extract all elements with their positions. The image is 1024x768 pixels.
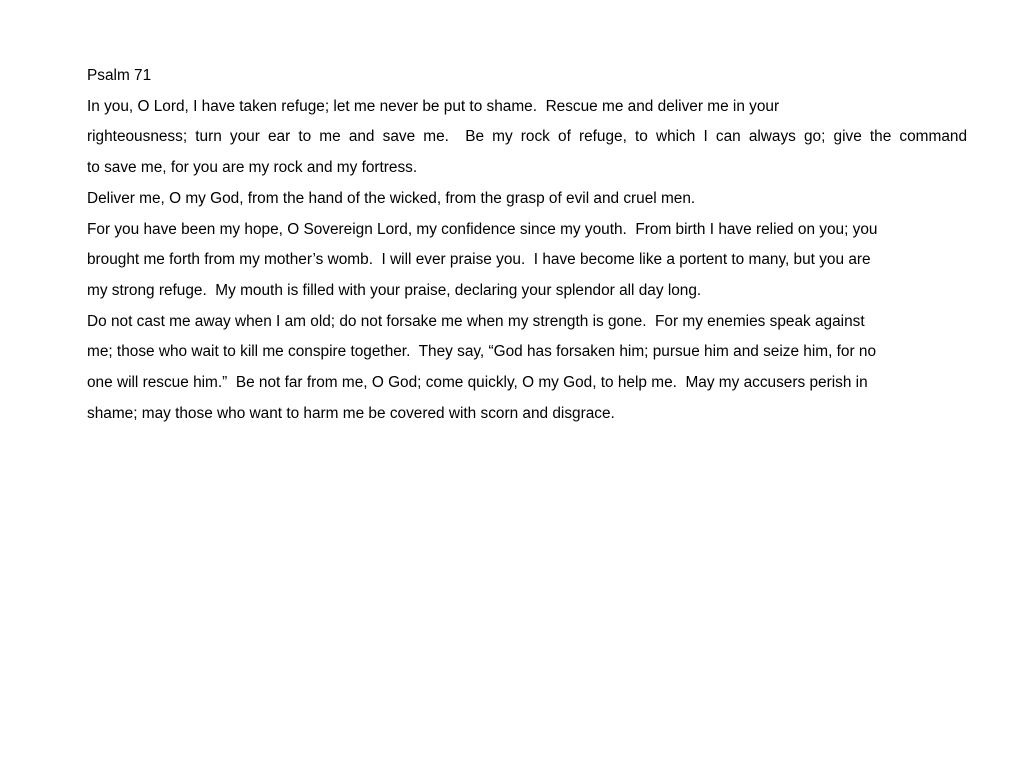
paragraph-line: one will rescue him.” Be not far from me, O God; come quickly, O my God, to help me. May my accusers perish in	[87, 374, 868, 392]
document-page	[87, 61, 969, 429]
paragraph-1	[87, 92, 969, 184]
paragraph-line: In you, O Lord, I have taken refuge; let me never be put to shame. Rescue me and deliver me in your	[87, 97, 780, 115]
paragraph-line: my strong refuge. My mouth is filled with your praise, declaring your splendor all day long.	[87, 281, 702, 299]
document-title: Psalm 71	[87, 67, 152, 84]
paragraph-line: Do not cast me away when I am old; do not forsake me when my strength is gone. For my enemies speak against	[87, 312, 865, 330]
paragraph-line: me; those who wait to kill me conspire together. They say, “God has forsaken him; pursue him and seize him, for no	[87, 343, 877, 361]
paragraph-2	[87, 184, 969, 215]
paragraph-line: Deliver me, O my God, from the hand of the wicked, from the grasp of evil and cruel men.	[87, 189, 696, 207]
paragraph-3	[87, 215, 969, 307]
paragraph-line: to save me, for you are my rock and my fortress.	[87, 159, 418, 177]
paragraph-line: righteousness; turn your ear to me and save me. Be my rock of refuge, to which I can always go; give the command	[87, 128, 967, 146]
paragraph-line: shame; may those who want to harm me be covered with scorn and disgrace.	[87, 404, 615, 422]
paragraph-line: brought me forth from my mother’s womb. I will ever praise you. I have become like a portent to many, but you are	[87, 251, 871, 269]
paragraph-line: For you have been my hope, O Sovereign Lord, my confidence since my youth. From birth I have relied on you; you	[87, 220, 878, 238]
paragraph-4	[87, 307, 969, 430]
